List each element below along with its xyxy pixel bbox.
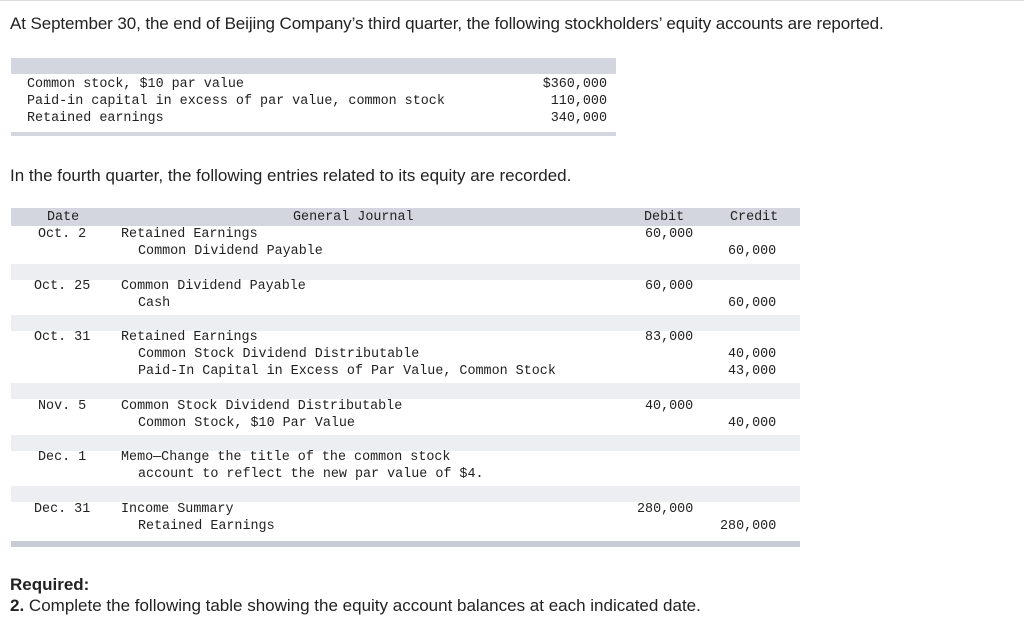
equity-amount: 340,000 <box>550 111 607 126</box>
journal-account: Common Stock, $10 Par Value <box>138 416 355 431</box>
debit-amount: 60,000 <box>645 279 694 294</box>
journal-memo: account to reflect the new par value of $4. <box>138 467 484 482</box>
entry-separator <box>11 435 800 451</box>
entry-separator <box>11 383 800 399</box>
equity-row <box>27 77 607 94</box>
task-instruction <box>10 596 701 616</box>
debit-amount: 60,000 <box>645 227 694 242</box>
entry-separator <box>11 486 800 502</box>
journal-account: Common Stock Dividend Distributable <box>121 399 403 414</box>
equity-label: Common stock, $10 par value <box>27 77 244 92</box>
journal-account: Cash <box>138 296 171 311</box>
equity-row <box>27 94 607 111</box>
task-text: Complete the following table showing the equity account balances at each indicated date. <box>28 596 701 615</box>
general-journal-table <box>11 208 800 548</box>
equity-label: Retained earnings <box>27 111 164 126</box>
header-date: Date <box>47 210 80 225</box>
debit-amount: 40,000 <box>645 399 694 414</box>
credit-amount: 60,000 <box>728 296 777 311</box>
required-heading: Required: <box>10 575 90 594</box>
credit-amount: 43,000 <box>728 364 777 379</box>
journal-memo: Memo—Change the title of the common stock <box>121 450 451 465</box>
entry-date: Dec. 31 <box>34 502 91 517</box>
entry-date: Dec. 1 <box>38 450 87 465</box>
header-debit: Debit <box>644 210 685 225</box>
journal-account: Income Summary <box>121 502 234 517</box>
intro-text: At September 30, the end of Beijing Company’s third quarter, the following stockholders’ equity accounts are reported. <box>10 14 884 33</box>
equity-amount: 110,000 <box>550 94 607 109</box>
journal-account: Paid-In Capital in Excess of Par Value, Common Stock <box>138 364 556 379</box>
entry-date: Oct. 31 <box>34 330 91 345</box>
equity-accounts-table <box>11 58 616 136</box>
journal-account: Common Dividend Payable <box>121 279 306 294</box>
entry-separator <box>11 315 800 331</box>
entry-date: Nov. 5 <box>38 399 87 414</box>
credit-amount: 280,000 <box>720 519 777 534</box>
journal-account: Retained Earnings <box>121 330 258 345</box>
journal-footer-bar <box>11 541 800 547</box>
entry-date: Oct. 2 <box>38 227 87 242</box>
task-number: 2. <box>10 596 25 615</box>
equity-table-footer-bar <box>11 132 616 136</box>
fourth-quarter-text: In the fourth quarter, the following entries related to its equity are recorded. <box>10 166 572 185</box>
journal-account: Common Stock Dividend Distributable <box>138 347 420 362</box>
equity-label: Paid-in capital in excess of par value, common stock <box>27 94 445 109</box>
credit-amount: 60,000 <box>728 244 777 259</box>
journal-account: Retained Earnings <box>121 227 258 242</box>
equity-row <box>27 111 607 128</box>
entry-separator <box>11 264 800 280</box>
header-general-journal: General Journal <box>293 210 414 225</box>
equity-amount: $360,000 <box>542 77 607 92</box>
equity-table-header-bar <box>11 58 616 74</box>
header-credit: Credit <box>730 210 779 225</box>
journal-account: Retained Earnings <box>138 519 275 534</box>
debit-amount: 280,000 <box>637 502 694 517</box>
journal-account: Common Dividend Payable <box>138 244 323 259</box>
credit-amount: 40,000 <box>728 416 777 431</box>
credit-amount: 40,000 <box>728 347 777 362</box>
entry-date: Oct. 25 <box>34 279 91 294</box>
debit-amount: 83,000 <box>645 330 694 345</box>
top-border <box>0 0 1024 1</box>
